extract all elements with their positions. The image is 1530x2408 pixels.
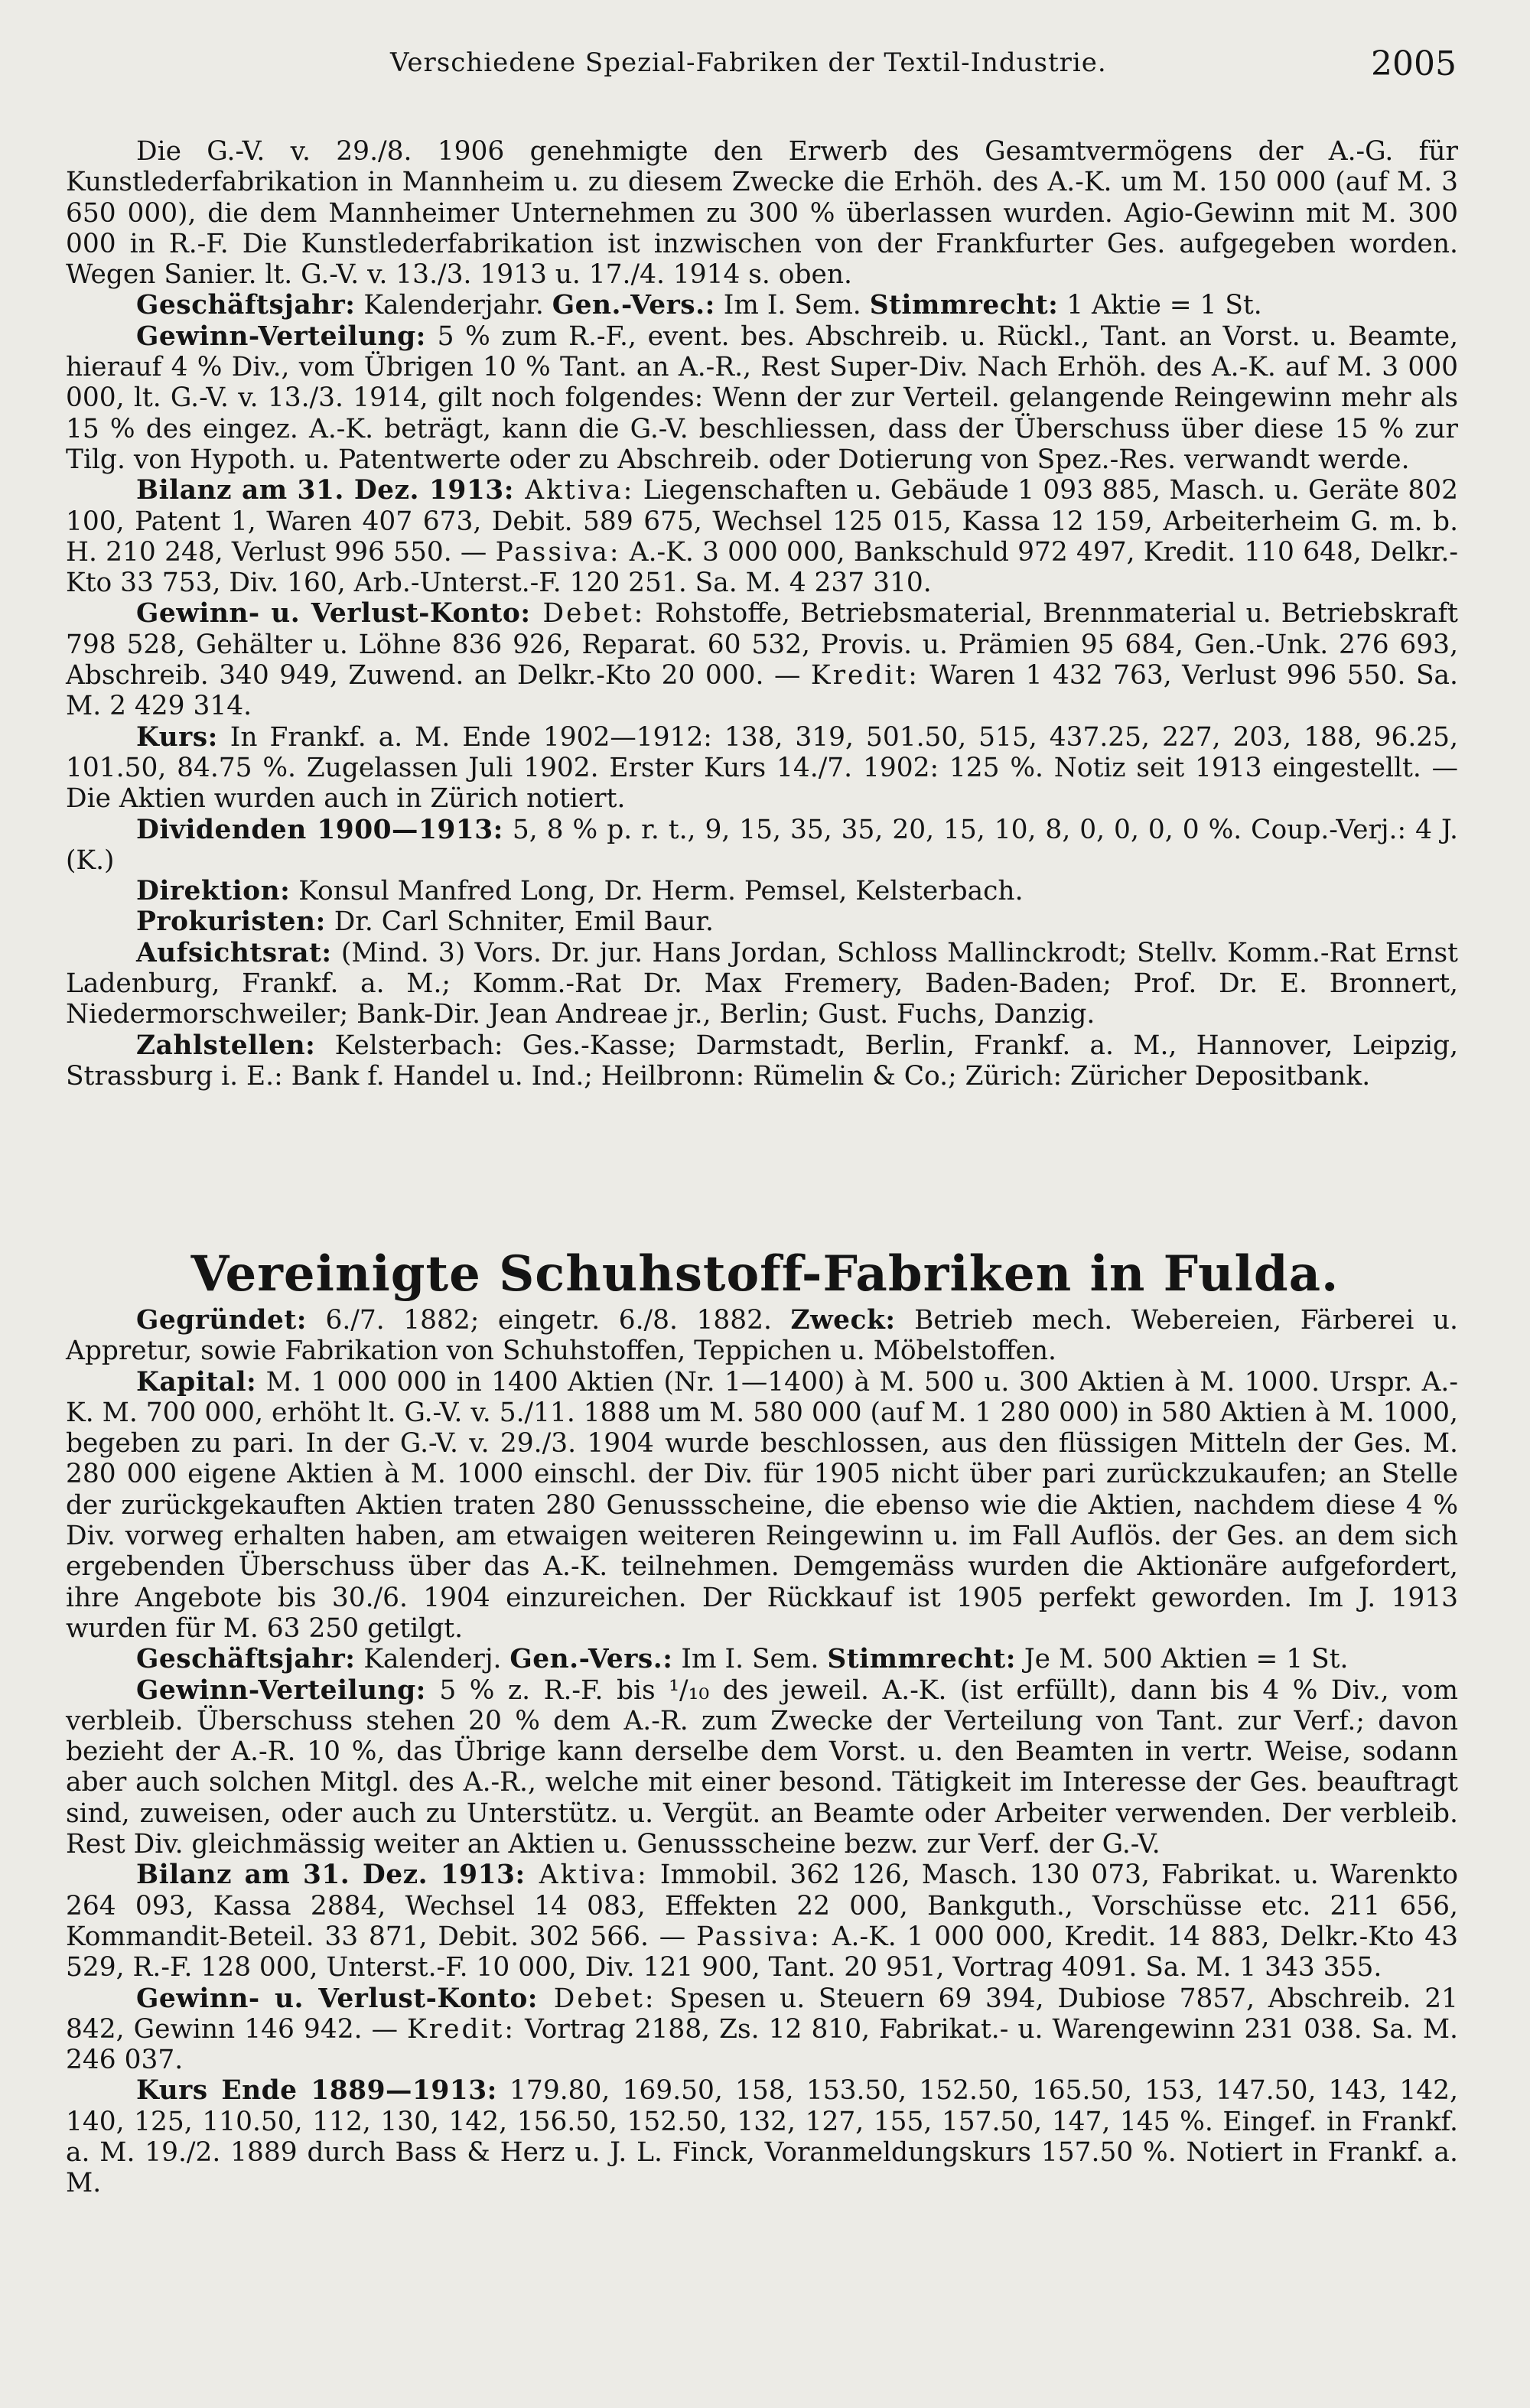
label: Kapital: bbox=[136, 1366, 257, 1398]
label: Direktion: bbox=[136, 876, 291, 907]
label: Gegründet: bbox=[136, 1305, 307, 1336]
label: Kredit: bbox=[407, 2013, 516, 2045]
label: Debet: bbox=[538, 1983, 656, 2014]
value: Rohstoffe, Betriebsmaterial, Brennmaterial u. Betriebskraft 798 528, Gehälter u. Löhne 836 926, Reparat. 60 532, Provis. u. Prämien 95 684, Gen.-Unk. 276 693, Abschreib. 340 949, Zuwend. an Delkr.-Kto 20 000. — bbox=[66, 598, 1458, 691]
label: Geschäftsjahr: bbox=[136, 290, 356, 321]
label: Prokuristen: bbox=[136, 906, 326, 938]
value: Spesen u. Steuern 69 394, Dubiose 7857, Abschreib. 21 842, Gewinn 146 942. — bbox=[66, 1983, 1458, 2045]
paragraph-intro bbox=[66, 136, 1458, 290]
label: Aufsichtsrat: bbox=[136, 937, 332, 968]
paragraph-geschaeftsjahr bbox=[66, 290, 1458, 321]
paragraph-kurs bbox=[66, 722, 1458, 815]
value: Dr. Carl Schniter, Emil Baur. bbox=[325, 906, 714, 938]
value: In Frankf. a. M. Ende 1902—1912: 138, 319, 501.50, 515, 437.25, 227, 203, 188, 96.25, 101.50, 84.75 %. Zugelassen Juli 1902. Erster Kurs 14./7. 1902: 125 %. Notiz seit 1913 eingestellt. — Die Aktien wurden auch in Zürich notiert. bbox=[66, 721, 1458, 815]
paragraph-kurs bbox=[66, 2075, 1458, 2198]
section-company-entry bbox=[66, 1305, 1458, 2199]
label: Passiva: bbox=[495, 536, 621, 568]
value: Konsul Manfred Long, Dr. Herm. Pemsel, Kelsterbach. bbox=[290, 876, 1024, 907]
value: Kelsterbach: Ges.-Kasse; Darmstadt, Berlin, Frankf. a. M., Hannover, Leipzig, Strassburg i. E.: Bank f. Handel u. Ind.; Heilbronn: Rümelin & Co.; Zürich: Züricher Depositbank. bbox=[66, 1030, 1458, 1092]
paragraph-gegruendet bbox=[66, 1305, 1458, 1367]
value: Im I. Sem. bbox=[715, 290, 870, 321]
value: A.-K. 3 000 000, Bankschuld 972 497, Kredit. 110 648, Delkr.-Kto 33 753, Div. 160, Arb.-Unterst.-F. 120 251. Sa. M. 4 237 310. bbox=[66, 536, 1458, 599]
value: Liegenschaften u. Gebäude 1 093 885, Masch. u. Geräte 802 100, Patent 1, Waren 407 673, Debit. 589 675, Wechsel 125 015, Kassa 12 159, Arbeiterheim G. m. b. H. 210 248, Verlust 996 550. — bbox=[66, 475, 1458, 568]
label: Aktiva: bbox=[525, 1860, 649, 1891]
paragraph-gewinn-verteilung bbox=[66, 1675, 1458, 1860]
intro-text: Die G.-V. v. 29./8. 1906 genehmigte den Erwerb des Gesamtvermögens der A.-G. für Kunstlederfabrikation in Mannheim u. zu diesem Zwecke die Erhöh. des A.-K. um M. 150 000 (auf M. 3 650 000), die dem Mannheimer Unternehmen zu 300 % überlassen wurden. Agio-Gewinn mit M. 300 000 in R.-F. Die Kunstlederfabrikation ist inzwischen von der Frankfurter Ges. aufgegeben worden. Wegen Sanier. lt. G.-V. v. 13./3. 1913 u. 17./4. 1914 s. oben. bbox=[66, 136, 1458, 291]
value: Im I. Sem. bbox=[672, 1644, 828, 1675]
paragraph-zahlstellen bbox=[66, 1030, 1458, 1092]
paragraph-prokuristen bbox=[66, 906, 1458, 937]
value: 5 % z. R.-F. bis ¹/₁₀ des jeweil. A.-K. (ist erfüllt), dann bis 4 % Div., vom verbleib. Überschuss stehen 20 % dem A.-R. zum Zwecke der Verteilung von Tant. zur Verf.; davon bezieht der A.-R. 10 %, das Übrige kann derselbe dem Vorst. u. den Beamten in vertr. Weise, sodann aber auch solchen Mitgl. des A.-R., welche mit einer besond. Tätigkeit im Interesse der Ges. beauftragt sind, zuweisen, oder auch zu Unterstütz. u. Vergüt. an Beamte oder Arbeiter verwenden. Der verbleib. Rest Div. gleichmässig weiter an Aktien u. Genussscheine bezw. zur Verf. der G.-V. bbox=[66, 1674, 1458, 1860]
value: 1 Aktie = 1 St. bbox=[1058, 290, 1262, 321]
label: Aktiva: bbox=[513, 475, 635, 506]
company-heading: Vereinigte Schuhstoff-Fabriken in Fulda. bbox=[190, 1245, 1340, 1303]
label: Debet: bbox=[530, 598, 646, 630]
label: Zahlstellen: bbox=[136, 1030, 316, 1061]
label: Stimmrecht: bbox=[827, 1644, 1016, 1675]
value: Immobil. 362 126, Masch. 130 073, Fabrikat. u. Warenkto 264 093, Kassa 2884, Wechsel 14 083, Effekten 22 000, Bankguth., Vorschüsse etc. 211 656, Kommandit-Beteil. 33 871, Debit. 302 566. — bbox=[66, 1860, 1458, 1952]
value: Kalenderj. bbox=[355, 1644, 510, 1675]
paragraph-kapital bbox=[66, 1367, 1458, 1645]
label: Gen.-Vers.: bbox=[552, 290, 715, 321]
label: Passiva: bbox=[695, 1921, 822, 1952]
paragraph-gewinn-verteilung bbox=[66, 321, 1458, 475]
page-number: 2005 bbox=[1371, 44, 1457, 83]
value: 5 % zum R.-F., event. bes. Abschreib. u. Rückl., Tant. an Vorst. u. Beamte, hierauf 4 % Div., vom Übrigen 10 % Tant. an A.-R., Rest Super-Div. Nach Erhöh. des A.-K. auf M. 3 000 000, lt. G.-V. v. 13./3. 1914, gilt noch folgendes: Wenn der zur Verteil. gelangende Reingewinn mehr als 15 % des eingez. A.-K. beträgt, kann die G.-V. beschliessen, dass der Überschuss über diese 15 % zur Tilg. von Hypoth. u. Patentwerte oder zu Abschreib. oder Dotierung von Spez.-Res. verwandt werde. bbox=[66, 321, 1458, 475]
label: Stimmrecht: bbox=[869, 290, 1059, 321]
value: M. 1 000 000 in 1400 Aktien (Nr. 1—1400) à M. 500 u. 300 Aktien à M. 1000. Urspr. A.-K. M. 700 000, erhöht lt. G.-V. v. 5./11. 1888 um M. 580 000 (auf M. 1 280 000) in 580 Aktien à M. 1000, begeben zu pari. In der G.-V. v. 29./3. 1904 wurde beschlossen, aus den flüssigen Mitteln der Ges. M. 280 000 eigene Aktien à M. 1000 einschl. der Div. für 1905 nicht über pari zurückzukaufen; an Stelle der zurückgekauften Aktien traten 280 Genussscheine, die ebenso wie die Aktien, nachdem diese 4 % Div. vorweg erhalten haben, am etwaigen weiteren Reingewinn u. im Fall Auflös. der Ges. an dem sich ergebenden Überschuss über das A.-K. teilnehmen. Demgemäss wurden die Aktionäre aufgefordert, ihre Angebote bis 30./6. 1904 einzureichen. Der Rückkauf ist 1905 perfekt geworden. Im J. 1913 wurden für M. 63 250 getilgt. bbox=[66, 1366, 1458, 1644]
value: Je M. 500 Aktien = 1 St. bbox=[1015, 1644, 1349, 1675]
paragraph-guv bbox=[66, 1983, 1458, 2076]
paragraph-dividenden bbox=[66, 815, 1458, 877]
label: Gewinn- u. Verlust-Konto: bbox=[136, 598, 531, 630]
header-title: Verschiedene Spezial-Fabriken der Textil-Industrie. bbox=[390, 47, 1107, 78]
value: Waren 1 432 763, Verlust 996 550. Sa. M. 2 429 314. bbox=[66, 660, 1458, 722]
paragraph-guv bbox=[66, 598, 1458, 721]
label: Geschäftsjahr: bbox=[136, 1644, 356, 1675]
value: Vortrag 2188, Zs. 12 810, Fabrikat.- u. Warengewinn 231 038. Sa. M. 246 037. bbox=[66, 2013, 1458, 2076]
label: Kredit: bbox=[810, 660, 920, 691]
paragraph-geschaeftsjahr bbox=[66, 1644, 1458, 1674]
value: 6./7. 1882; eingetr. 6./8. 1882. bbox=[306, 1305, 791, 1336]
paragraph-bilanz bbox=[66, 475, 1458, 598]
label: Bilanz am 31. Dez. 1913: bbox=[136, 1860, 526, 1891]
value: (Mind. 3) Vors. Dr. jur. Hans Jordan, Schloss Mallinckrodt; Stellv. Komm.-Rat Ernst Ladenburg, Frankf. a. M.; Komm.-Rat Dr. Max Fremery, Baden-Baden; Prof. Dr. E. Bronnert, Niedermorschweiler; Bank-Dir. Jean Andreae jr., Berlin; Gust. Fuchs, Danzig. bbox=[66, 937, 1458, 1030]
value: 179.80, 169.50, 158, 153.50, 152.50, 165.50, 153, 147.50, 143, 142, 140, 125, 110.50, 112, 130, 142, 156.50, 152.50, 132, 127, 155, 157.50, 147, 145 %. Eingef. in Frankf. a. M. 19./2. 1889 durch Bass & Herz u. J. L. Finck, Voranmeldungskurs 157.50 %. Notiert in Frankf. a. M. bbox=[66, 2075, 1458, 2199]
label: Bilanz am 31. Dez. 1913: bbox=[136, 475, 514, 506]
label: Gewinn-Verteilung: bbox=[136, 321, 426, 352]
value: 5, 8 % p. r. t., 9, 15, 35, 35, 20, 15, 10, 8, 0, 0, 0, 0 %. Coup.-Verj.: 4 J. (K.) bbox=[66, 814, 1458, 876]
value: Kalenderjahr. bbox=[355, 290, 552, 321]
label: Gewinn-Verteilung: bbox=[136, 1674, 426, 1706]
label: Kurs Ende 1889—1913: bbox=[136, 2075, 497, 2107]
running-header bbox=[0, 44, 1530, 93]
label: Gewinn- u. Verlust-Konto: bbox=[136, 1983, 538, 2014]
label: Dividenden 1900—1913: bbox=[136, 814, 503, 845]
section-continuation bbox=[66, 136, 1458, 1092]
label: Kurs: bbox=[136, 721, 218, 753]
label: Zweck: bbox=[790, 1305, 896, 1336]
paragraph-aufsichtsrat bbox=[66, 938, 1458, 1030]
label: Gen.-Vers.: bbox=[509, 1644, 673, 1675]
paragraph-direktion bbox=[66, 876, 1458, 906]
value: Betrieb mech. Webereien, Färberei u. Appretur, sowie Fabrikation von Schuhstoffen, Teppichen u. Möbelstoffen. bbox=[66, 1305, 1458, 1367]
paragraph-bilanz bbox=[66, 1860, 1458, 1983]
value: A.-K. 1 000 000, Kredit. 14 883, Delkr.-Kto 43 529, R.-F. 128 000, Unterst.-F. 10 000, Div. 121 900, Tant. 20 951, Vortrag 4091. Sa. M. 1 343 355. bbox=[66, 1921, 1458, 1983]
